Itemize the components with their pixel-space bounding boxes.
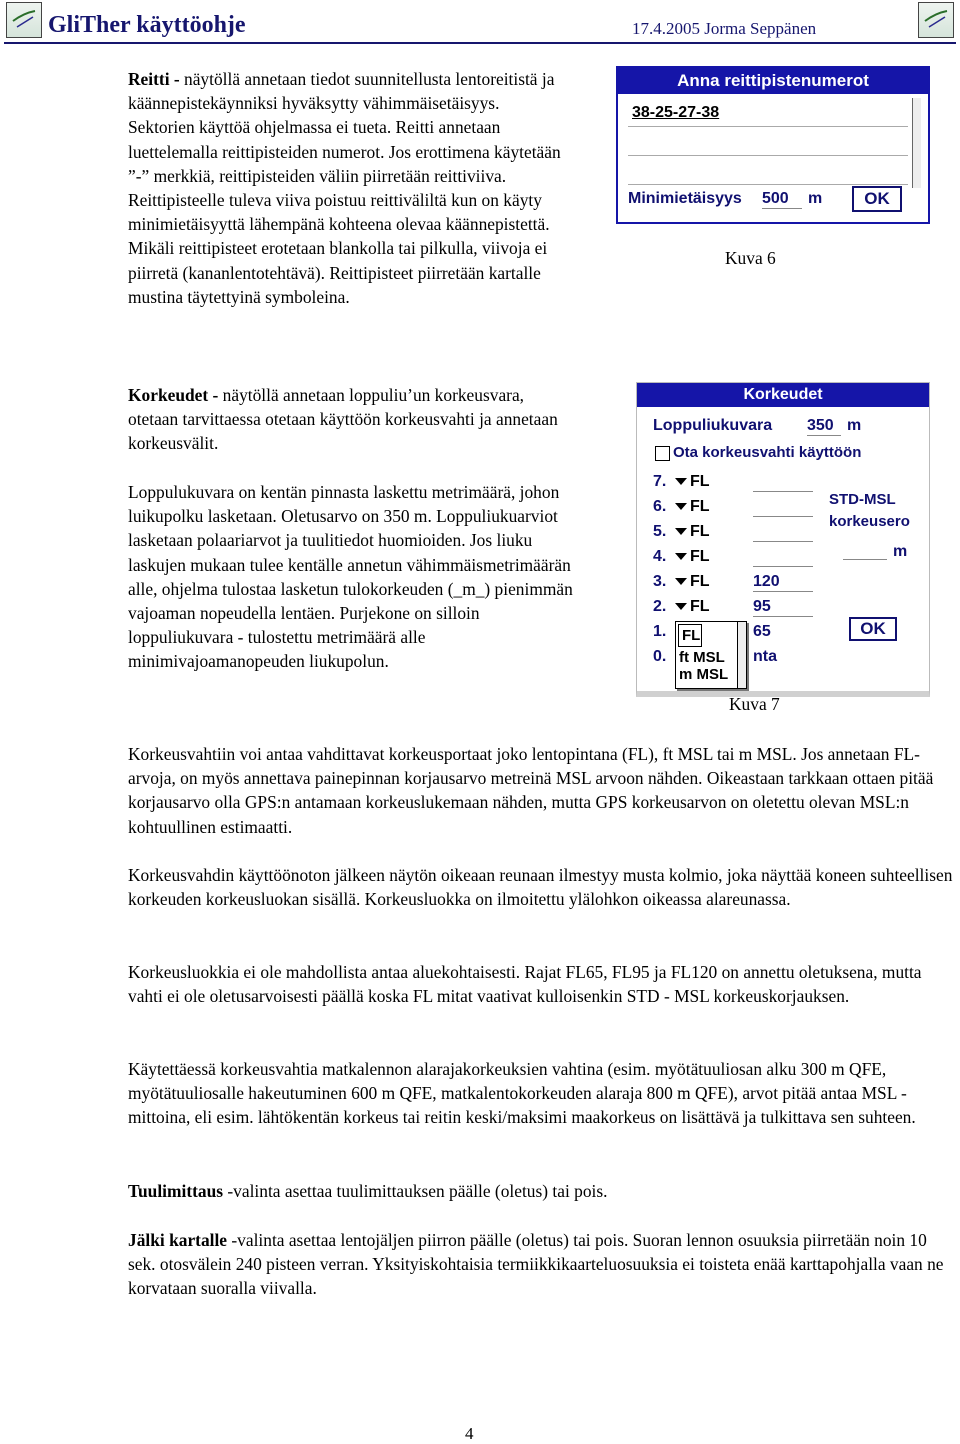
- loppulukuvara-paragraph: Loppulukuvara on kentän pinnasta laskettu metrimäärä, johon luikupolku lasketaan. Oletusarvo on 350 m. Loppuliukuarviot lasketaan polaariarvot ja tuulitiedot huomioiden. Jos liuku laskujen mukaan tulee kentälle annetun vähimmäismetrimäärän alle, ohjelma tulostaa lasketun tulokorkeuden (_m_) pienimmän vajoaman nopeudella lentäen. Purjekone on silloin loppuliukuvara - tulostettu metrimäärä alle minimivajoamanopeuden liukupolun.: [128, 482, 573, 672]
- korkeusvahti-paragraph-1: Korkeusvahtiin voi antaa vahdittavat korkeusportaat joko lentopintana (FL), ft MSL tai m MSL. Jos annetaan FL-arvoja, on myös annettava painepinnan korjausarvo metreinä MSL arvoon nähden. Oikeastaan tarkkaan ottaen pitää korjausarvo olla GPS:n antamaan korkeuslukemaan nähden, mutta GPS korkeusarvon on oletettu olevan MSL:n kohtuullinen estimaatti.: [128, 744, 934, 837]
- level-input[interactable]: 120: [753, 573, 813, 592]
- final-glide-label: Loppuliukuvara: [653, 417, 773, 434]
- glider-icon: [7, 3, 41, 37]
- level-input[interactable]: [753, 523, 813, 542]
- unit-value: FL: [690, 548, 710, 565]
- figure6-caption: Kuva 6: [725, 248, 776, 268]
- glider-icon: [919, 3, 953, 37]
- reitti-term: Reitti -: [128, 69, 180, 89]
- dropdown-scrollbar[interactable]: [737, 622, 746, 688]
- level-input[interactable]: [753, 498, 813, 517]
- korkeudet-term: Korkeudet -: [128, 385, 219, 405]
- level-number: 4.: [653, 548, 667, 565]
- chevron-down-icon: [675, 578, 687, 585]
- level-row: [653, 521, 825, 545]
- route-value: 38-25-27-38: [632, 104, 720, 121]
- std-msl-label-2: korkeusero: [829, 513, 910, 530]
- level-input[interactable]: 95: [753, 598, 813, 617]
- level-input[interactable]: 65: [753, 623, 771, 640]
- level-row: [653, 596, 825, 620]
- min-distance-unit: m: [808, 190, 823, 207]
- figure7-ok-button[interactable]: OK: [849, 617, 897, 641]
- unit-dropdown[interactable]: [675, 548, 710, 566]
- level-number: 1.: [653, 623, 667, 640]
- dropdown-option-ft-msl[interactable]: ft MSL: [679, 649, 725, 666]
- level-number: 0.: [653, 648, 667, 665]
- unit-value: FL: [690, 523, 710, 540]
- figure6-title: Anna reittipistenumerot: [618, 68, 928, 94]
- level-input[interactable]: [753, 548, 813, 567]
- korkeusvahti-paragraph-2: Korkeusvahdin käyttöönoton jälkeen näytön oikeaan reunaan ilmestyy musta kolmio, joka näyttää koneen suhteellisen korkeuden korkeusluokan sisällä. Korkeusluokka on ilmoitettu ylälohkon oikeassa alareunassa.: [128, 865, 953, 910]
- chevron-down-icon: [675, 503, 687, 510]
- logo-left-icon: [6, 2, 42, 38]
- unit-dropdown[interactable]: [675, 573, 710, 591]
- chevron-down-icon: [675, 603, 687, 610]
- chevron-down-icon: [675, 478, 687, 485]
- min-distance-label: Minimietäisyys: [628, 190, 742, 207]
- final-glide-unit: m: [847, 417, 862, 434]
- unit-dropdown[interactable]: [675, 473, 710, 491]
- unit-dropdown-list: [675, 621, 747, 689]
- unit-value: FL: [690, 573, 710, 590]
- figure7-title: Korkeudet: [637, 383, 929, 407]
- final-glide-input[interactable]: 350: [807, 417, 841, 436]
- level-input[interactable]: nta: [753, 648, 777, 665]
- tuulimittaus-term: Tuulimittaus: [128, 1181, 224, 1201]
- korkeudet-text: näytöllä annetaan loppuliu’un korkeusvara, otetaan tarvittaessa otetaan käyttöön korkeusvahti ja annetaan korkeusvälit.: [128, 385, 558, 454]
- level-input[interactable]: [753, 473, 813, 492]
- unit-dropdown[interactable]: [675, 598, 710, 616]
- chevron-down-icon: [675, 528, 687, 535]
- scrollbar[interactable]: [912, 98, 921, 188]
- altitude-watch-checkbox[interactable]: [655, 446, 670, 461]
- reitti-text: näytöllä annetaan tiedot suunnitellusta lentoreitistä ja käännepistekäynniksi hyväksytty vähimmäisetäisyys. Sektorien käyttöä ohjelmassa ei tueta. Reitti annetaan luettelemalla reittipisteiden numerot. Jos erottimena käytetään ”-” merkkiä, reittipisteiden väliin piirretään reittiviiva. Reittipisteelle tuleva viiva poistuu reittiväliltä kun on käyty minimietäisyyttä lähempänä kohteena olevaa käännepistettä. Mikäli reittipisteet erotetaan blankolla tai pilkulla, viivoja ei piirretä (kananlentotehtävä). Reittipisteet piirretään kartalle mustina täytettyinä symboleina.: [128, 69, 561, 307]
- logo-right-icon: [918, 2, 954, 38]
- altitude-watch-label: Ota korkeusvahti käyttöön: [673, 444, 862, 461]
- reitti-paragraph: [128, 67, 568, 309]
- level-row: [653, 471, 825, 495]
- std-msl-input[interactable]: [843, 541, 887, 560]
- figure6-dialog: [616, 66, 930, 224]
- unit-dropdown[interactable]: [675, 523, 710, 541]
- figure7-caption: Kuva 7: [729, 694, 780, 714]
- document-title: GliTher käyttöohje: [48, 12, 246, 38]
- level-number: 6.: [653, 498, 667, 515]
- min-distance-input[interactable]: 500: [762, 190, 802, 209]
- level-row: [653, 496, 825, 520]
- level-number: 3.: [653, 573, 667, 590]
- korkeusluokat-paragraph: Korkeusluokkia ei ole mahdollista antaa aluekohtaisesti. Rajat FL65, FL95 ja FL120 on annettu oletuksena, mutta vahti ei ole oletusarvoisesti päällä koska FL mitat vaativat kulloisenkin STD - MSL korkeuskorjauksen.: [128, 962, 922, 1007]
- jalki-text: -valinta asettaa lentojäljen piirron päälle (oletus) tai pois. Suoran lennon osuuksia piirretään noin 10 sek. otosvälein 240 pisteen verran. Yksityiskohtaisia termiikkikaarteluosuuksia ei toisteta enää karttapohjalla vaan ne korvataan suoralla viivalla.: [128, 1230, 944, 1299]
- jalki-paragraph: [128, 1228, 958, 1301]
- unit-value: FL: [690, 498, 710, 515]
- date-author: 17.4.2005 Jorma Seppänen: [632, 19, 817, 38]
- unit-value: FL: [690, 598, 710, 615]
- dropdown-option-fl[interactable]: FL: [678, 624, 702, 647]
- level-number: 7.: [653, 473, 667, 490]
- chevron-down-icon: [675, 553, 687, 560]
- level-row: [653, 546, 825, 570]
- std-msl-label: STD-MSL: [829, 491, 896, 508]
- dropdown-option-m-msl[interactable]: m MSL: [679, 666, 729, 683]
- level-number: 2.: [653, 598, 667, 615]
- tuulimittaus-text: -valinta asettaa tuulimittauksen päälle (oletus) tai pois.: [223, 1181, 608, 1201]
- unit-dropdown[interactable]: [675, 498, 710, 516]
- tuulimittaus-paragraph: [128, 1179, 958, 1203]
- level-number: 5.: [653, 523, 667, 540]
- korkeudet-paragraph: [128, 383, 578, 456]
- level-row: [653, 571, 825, 595]
- unit-value: FL: [690, 473, 710, 490]
- page-number: 4: [465, 1424, 474, 1443]
- header-rule: [4, 42, 956, 44]
- figure6-ok-button[interactable]: OK: [852, 186, 902, 212]
- std-msl-unit: m: [893, 543, 908, 560]
- kaytettaessa-paragraph: Käytettäessä korkeusvahtia matkalennon alarajakorkeuksien vahtina (esim. myötätuuliosan alku 300 m QFE, myötätuuliosalle hakeutuminen 600 m QFE, matkalentokorkeuden alaraja 800 m QFE), arvot pitää antaa MSL - mittoina, eli esim. lähtökentän korkeus tai reitin keski/maksimi maakorkeus on lisättävä ja tulkittava sen suhteen.: [128, 1059, 916, 1128]
- jalki-term: Jälki kartalle: [128, 1230, 228, 1250]
- figure7-dialog: [636, 382, 930, 697]
- route-textarea[interactable]: [628, 98, 908, 188]
